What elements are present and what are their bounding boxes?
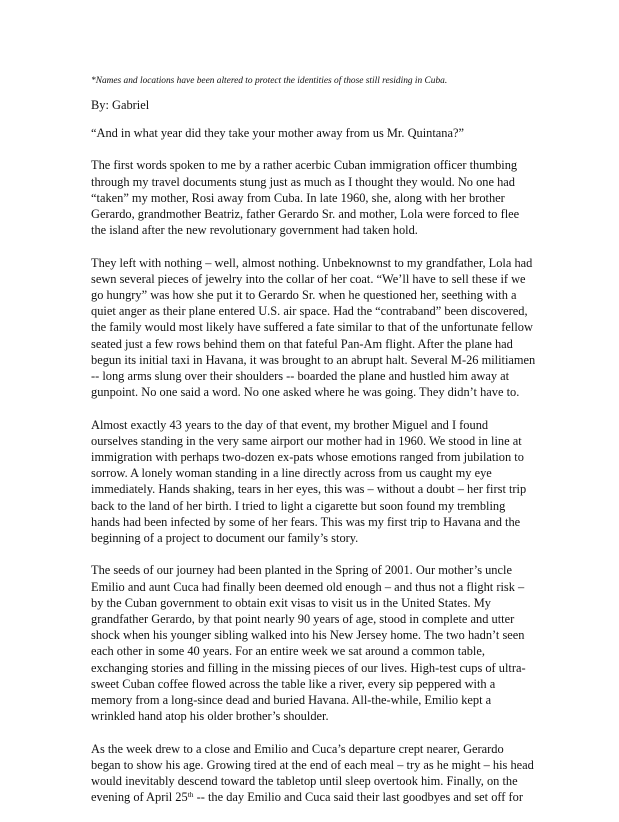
text-line: begun its initial taxi in Havana, it was brought to an abrupt halt. Several M-26 militiamen (91, 352, 536, 367)
text-line: immigration with perhaps two-dozen ex-pats whose emotions ranged from jubilation to (91, 450, 524, 465)
text-line: immediately. Hands shaking, tears in her eyes, this was – without a doubt – her first trip (91, 482, 527, 497)
paragraph (91, 125, 541, 141)
text-line: The first words spoken to me by a rather acerbic Cuban immigration officer thumbing (91, 158, 518, 173)
text-line: sewn several pieces of jewelry into the collar of her coat. “We’ll have to sell these if we (91, 271, 526, 286)
text-line: sorrow. A lonely woman standing in a line directly across from us caught my eye (91, 466, 492, 481)
text-line: ourselves standing in the very same airport our mother had in 1960. We stood in line at (91, 433, 522, 448)
paragraph (91, 417, 541, 547)
text-line: As the week drew to a close and Emilio and Cuca’s departure crept nearer, Gerardo (91, 741, 504, 756)
author-byline: By: Gabriel (91, 98, 150, 112)
story-body (91, 125, 541, 822)
text-fragment: -- the day Emilio and Cuca said their last goodbyes and set off for (193, 790, 523, 805)
text-line: began to show his age. Growing tired at the end of each meal – try as he might – his head (91, 757, 534, 772)
text-line: exchanging stories and filling in the missing pieces of our lives. High-test cups of ultra- (91, 660, 526, 675)
text-line: the family would most likely have suffered a fate similar to that of the unfortunate fellow (91, 320, 533, 335)
text-line-last (91, 789, 541, 805)
text-line: each other in some 40 years. For an entire week we sat around a common table, (91, 644, 485, 659)
text-line: grandfather Gerardo, by that point nearly 90 years of age, stood in complete and utter (91, 612, 515, 627)
text-line: Almost exactly 43 years to the day of that event, my brother Miguel and I found (91, 417, 489, 432)
text-line: memory from a long-since dead and buried Havana. All-the-while, Emilio kept a (91, 693, 492, 708)
text-line: Gerardo, grandmother Beatriz, father Gerardo Sr. and mother, Lola were forced to flee (91, 207, 520, 221)
text-line: “And in what year did they take your mother away from us Mr. Quintana?” (91, 126, 464, 140)
text-line: beginning of a project to document our family’s story. (91, 531, 359, 546)
text-line: by the Cuban government to obtain exit visas to visit us in the United States. My (91, 595, 491, 610)
text-line: “taken” my mother, Rosi away from Cuba. In late 1960, she, along with her brother (91, 190, 505, 205)
text-line: go hungry” was how she put it to Gerardo Sr. when he questioned her, seething with a (91, 288, 517, 302)
text-line: The seeds of our journey had been planted in the Spring of 2001. Our mother’s uncle (91, 563, 512, 578)
paragraph (91, 741, 541, 806)
paragraph (91, 562, 541, 724)
paragraph (91, 157, 541, 238)
paragraph (91, 255, 541, 401)
text-line: back to the land of her birth. I tried to light a cigarette but soon found my trembling (91, 498, 506, 513)
text-fragment: evening of April 25 (91, 790, 188, 805)
text-line: would inevitably descend toward the tabletop until sleep overtook him. Finally, on the (91, 774, 518, 789)
text-line: wrinkled hand atop his older brother’s shoulder. (91, 709, 329, 724)
text-line: quiet anger as their plane entered U.S. air space. Had the “contraband” been discovered, (91, 304, 528, 319)
ordinal-superscript: th (187, 790, 194, 800)
text-line: seated just a few rows behind them on that fateful Pan-Am flight. After the plane had (91, 336, 513, 351)
text-line: shock when his younger sibling walked into his New Jersey home. The two hadn’t seen (91, 628, 525, 643)
text-line: They left with nothing – well, almost nothing. Unbeknownst to my grandfather, Lola had (91, 255, 533, 270)
text-line: Emilio and aunt Cuca had finally been deemed old enough – and thus not a flight risk – (91, 579, 525, 594)
text-line: the island after the new revolutionary government had taken hold. (91, 223, 418, 238)
text-line: through my travel documents stung just as much as I thought they would. No one had (91, 174, 515, 189)
text-line: -- long arms slung over their shoulders -- boarded the plane and hustled him away at (91, 369, 510, 384)
disclaimer-note: *Names and locations have been altered to protect the identities of those still residing in Cuba. (91, 76, 448, 86)
text-line: sweet Cuban coffee flowed across the table like a river, every sip peppered with a (91, 676, 496, 691)
text-line: gunpoint. No one said a word. No one asked where he was going. They didn’t have to. (91, 385, 520, 400)
text-line: hands had been infected by some of her fears. This was my first trip to Havana and the (91, 514, 521, 529)
